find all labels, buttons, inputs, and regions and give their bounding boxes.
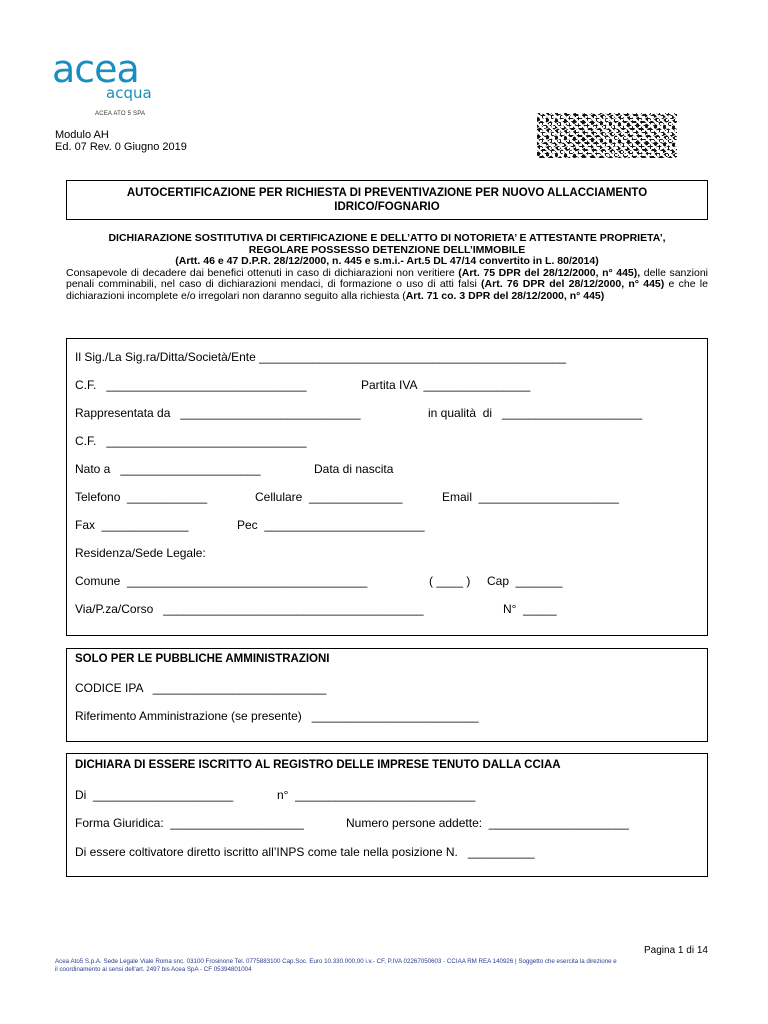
qualita-field[interactable]: in qualità di _____________________: [428, 406, 643, 420]
coltivatore-field[interactable]: Di essere coltivatore diretto iscritto all’INPS come tale nella posizione N. __________: [75, 845, 535, 859]
modulo-line2: Ed. 07 Rev. 0 Giugno 2019: [55, 141, 187, 153]
footer-company-info: [55, 958, 715, 974]
cf-representative-field[interactable]: C.F. ______________________________: [75, 434, 307, 448]
pec-field[interactable]: Pec ________________________: [237, 518, 425, 532]
cciaa-section-title: DICHIARA DI ESSERE ISCRITTO AL REGISTRO DELLE IMPRESE TENUTO DALLA CCIAA: [75, 759, 561, 771]
modulo-line1: Modulo AH: [55, 129, 109, 141]
declaration-body3-bold: Art. 71 co. 3 DPR del 28/12/2000, n° 445): [405, 289, 605, 302]
comune-field[interactable]: Comune ____________________________________: [75, 574, 368, 588]
acea-logo: [52, 47, 162, 110]
declaration-block: [66, 233, 708, 302]
company-small-label: ACEA ATO 5 SPA: [95, 111, 146, 117]
declaration-head1: DICHIARAZIONE SOSTITUTIVA DI CERTIFICAZIONE E DELL’ATTO DI NOTORIETA’ E ATTESTANTE PROPRIETA’,: [108, 232, 666, 244]
datamatrix-barcode: [537, 113, 677, 158]
title-box: [66, 180, 708, 220]
declaration-body1: Consapevole di decadere dai benefici ottenuti in caso di dichiarazioni non veritiere: [66, 266, 459, 279]
logo-sub-text: acqua: [106, 84, 152, 102]
persone-addette-field[interactable]: Numero persone addette: _____________________: [346, 816, 629, 830]
email-field[interactable]: Email _____________________: [442, 490, 619, 504]
birthdate-label: Data di nascita: [314, 462, 394, 476]
codice-ipa-field[interactable]: CODICE IPA __________________________: [75, 681, 327, 695]
residenza-label: Residenza/Sede Legale:: [75, 546, 206, 560]
pa-section-title: SOLO PER LE PUBBLICHE AMMINISTRAZIONI: [75, 653, 330, 665]
riferimento-field[interactable]: Riferimento Amministrazione (se presente) _________________________: [75, 709, 479, 723]
declaration-head2: REGOLARE POSSESSO DETENZIONE DELL’IMMOBILE: [248, 243, 526, 256]
page-title: [67, 181, 707, 214]
telefono-field[interactable]: Telefono ____________: [75, 490, 208, 504]
provincia-field[interactable]: ( ____ ): [429, 574, 471, 588]
birthplace-field[interactable]: Nato a _____________________: [75, 462, 261, 476]
via-field[interactable]: Via/P.za/Corso _______________________________________: [75, 602, 424, 616]
modulo-info: [55, 129, 187, 153]
declaration-body1-bold: (Art. 75 DPR del 28/12/2000, n° 445),: [458, 266, 641, 279]
partita-iva-field[interactable]: Partita IVA ________________: [361, 378, 531, 392]
civic-number-field[interactable]: N° _____: [503, 602, 557, 616]
declaration-body3: e che le dichiarazioni incomplete e/o irregolari non daranno seguito alla richiesta (: [66, 278, 708, 302]
cap-field[interactable]: Cap _______: [487, 574, 563, 588]
logo-main-text: acea: [52, 47, 139, 91]
cciaa-number-field[interactable]: n° ___________________________: [277, 788, 476, 802]
title-line2: IDRICO/FOGNARIO: [334, 201, 440, 213]
footer-line2: il coordinamento ai sensi dell'art. 2497 bis Acea SpA - CF 05394801004: [55, 966, 252, 973]
title-line1: AUTOCERTIFICAZIONE PER RICHIESTA DI PREVENTIVAZIONE PER NUOVO ALLACCIAMENTO: [126, 187, 648, 199]
forma-giuridica-field[interactable]: Forma Giuridica: ____________________: [75, 816, 304, 830]
footer-line1: Acea Ato5 S.p.A. Sede Legale Viale Roma snc. 03100 Frosinone Tel. 0775883100 Cap.Soc. Euro 10.330.000,00 i.v.- CF, P.IVA 02267050603 - CCIAA RM REA 140926 | Soggetto che esercita la direzione e: [55, 958, 617, 965]
page-number: Pagina 1 di 14: [644, 945, 708, 956]
declaration-head3: (Artt. 46 e 47 D.P.R. 28/12/2000, n. 445 e s.m.i.- Art.5 DL 47/14 convertito in L. 80/2014): [175, 255, 599, 267]
fax-field[interactable]: Fax _____________: [75, 518, 189, 532]
declaration-body2: delle sanzioni penali comminabili, nel caso di dichiarazioni mendaci, di formazione o uso di atti falsi: [66, 266, 708, 290]
cf-field[interactable]: C.F. ______________________________: [75, 378, 307, 392]
cellulare-field[interactable]: Cellulare ______________: [255, 490, 403, 504]
applicant-name-field[interactable]: Il Sig./La Sig.ra/Ditta/Società/Ente ______________________________________________: [75, 350, 567, 364]
rappresentata-field[interactable]: Rappresentata da ___________________________: [75, 406, 361, 420]
cciaa-di-field[interactable]: Di _____________________: [75, 788, 234, 802]
declaration-body2-bold: (Art. 76 DPR del 28/12/2000, n° 445): [481, 278, 665, 290]
declaration-body: [66, 268, 708, 303]
